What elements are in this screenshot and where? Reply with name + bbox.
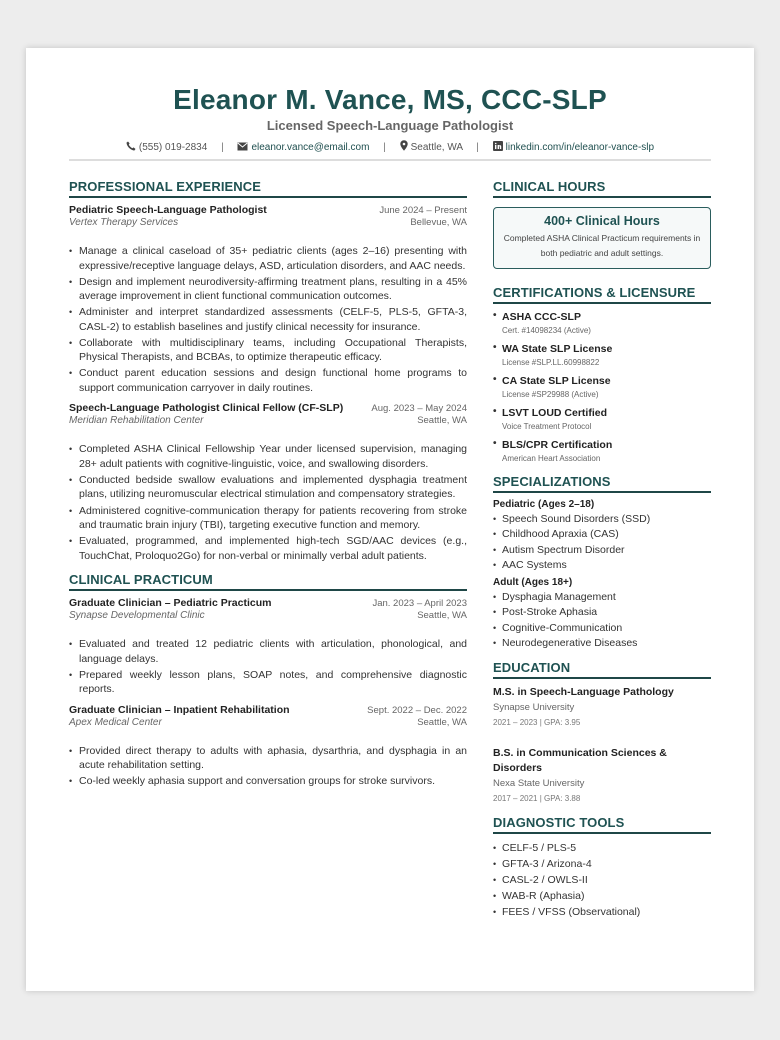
diagnostic-tools-list <box>493 840 711 920</box>
separator: | <box>221 142 224 153</box>
education-school: Nexa State University <box>493 778 585 790</box>
phone-number: (555) 019-2834 <box>138 142 208 153</box>
practicum-entry <box>69 704 467 789</box>
specialization-group-label: Adult (Ages 18+) <box>493 577 573 589</box>
bullet-item: • Provided direct therapy to adults with aphasia, dysarthria, and dysphagia in an acute rehabilitation setting. <box>69 744 467 773</box>
certification-name: • ASHA CCC-SLP <box>502 311 581 323</box>
certification-item <box>493 438 711 466</box>
specialization-item: • Autism Spectrum Disorder <box>493 543 711 558</box>
education-degree: M.S. in Speech-Language Pathology <box>493 686 674 699</box>
job-organization: Apex Medical Center <box>69 716 162 728</box>
specialization-item: • Neurodegenerative Diseases <box>493 636 711 651</box>
job-bullets <box>69 244 467 395</box>
candidate-name: Eleanor M. Vance, MS, CCC-SLP <box>173 84 607 115</box>
bullet-item: • Prepared weekly lesson plans, SOAP notes, and comprehensive diagnostic reports. <box>69 668 467 697</box>
right-column <box>493 179 711 920</box>
job-bullets <box>69 637 467 697</box>
bullet-item: • Collaborate with multidisciplinary teams, including Occupational Therapists, Physical Therapists, and BCBAs, to optimize therapeutic efficacy. <box>69 336 467 365</box>
section-title-hours: CLINICAL HOURS <box>493 179 711 198</box>
education-entry <box>493 685 711 730</box>
separator: | <box>383 142 386 153</box>
envelope-icon <box>237 142 248 153</box>
section-title-practicum: CLINICAL PRACTICUM <box>69 572 467 591</box>
specialization-item: • Cognitive-Communication <box>493 621 711 636</box>
job-location: Seattle, WA <box>417 415 467 427</box>
bullet-item: • Design and implement neurodiversity-affirming treatment plans, resulting in a 45% average improvement in client functional communication outcomes. <box>69 275 467 304</box>
bullet-item: • Completed ASHA Clinical Fellowship Year under licensed supervision, managing 28+ adult patients with cognitive-linguistic, voice, and swallowing disorders. <box>69 442 467 471</box>
section-title-tools: DIAGNOSTIC TOOLS <box>493 815 711 834</box>
certification-item <box>493 310 711 338</box>
job-organization: Meridian Rehabilitation Center <box>69 415 204 427</box>
certification-item <box>493 406 711 434</box>
bullet-item: • Administer and interpret standardized assessments (CELF-5, PLS-5, GFTA-3, CASL-2) to establish baselines and justify clinical necessity for insurance. <box>69 305 467 334</box>
certification-name: • BLS/CPR Certification <box>502 439 613 451</box>
job-organization: Vertex Therapy Services <box>69 217 179 228</box>
education-entry <box>493 746 711 806</box>
bullet-item: • Conducted bedside swallow evaluations and implemented dysphagia treatment plans, utilizing neuromuscular electrical stimulation and compensatory strategies. <box>69 473 467 502</box>
section-title-experience: PROFESSIONAL EXPERIENCE <box>69 179 467 198</box>
specialization-item: • Dysphagia Management <box>493 590 711 605</box>
job-dates: Jan. 2023 – April 2023 <box>372 598 467 610</box>
email-link[interactable]: eleanor.vance@email.com <box>251 142 370 153</box>
bullet-item: • Evaluated and treated 12 pediatric clients with articulation, phonological, and language delays. <box>69 637 467 666</box>
tool-item: • CELF-5 / PLS-5 <box>493 840 711 856</box>
job-location: Bellevue, WA <box>410 217 467 228</box>
tool-item: • FEES / VFSS (Observational) <box>493 904 711 920</box>
certification-item <box>493 374 711 402</box>
separator: | <box>476 142 479 153</box>
phone-icon <box>126 142 136 153</box>
job-title: Speech-Language Pathologist Clinical Fellow (CF-SLP) <box>69 402 344 415</box>
job-dates: June 2024 – Present <box>379 205 467 216</box>
certification-detail: License #SLP.LL.60998822 <box>502 358 600 367</box>
job-title: Pediatric Speech-Language Pathologist <box>69 204 267 216</box>
specialization-item: • Speech Sound Disorders (SSD) <box>493 512 711 527</box>
bullet-item: • Manage a clinical caseload of 35+ pediatric clients (ages 2–16) presenting with expressive/receptive language delays, ASD, articulation disorders, and AAC needs. <box>69 244 467 273</box>
tool-item: • GFTA-3 / Arizona-4 <box>493 856 711 872</box>
tool-item: • WAB-R (Aphasia) <box>493 888 711 904</box>
certification-name: • CA State SLP License <box>502 375 611 387</box>
header-divider <box>69 159 711 161</box>
job-location: Seattle, WA <box>417 610 467 622</box>
linkedin-link[interactable]: linkedin.com/in/eleanor-vance-slp <box>505 142 655 153</box>
certification-detail: Voice Treatment Protocol <box>502 422 592 431</box>
contact-bar <box>26 140 754 153</box>
location: Seattle, WA <box>410 142 463 153</box>
section-title-certifications: CERTIFICATIONS & LICENSURE <box>493 285 711 304</box>
certification-name: • LSVT LOUD Certified <box>502 407 608 419</box>
practicum-entry <box>69 597 467 697</box>
certification-detail: Cert. #14098234 (Active) <box>502 326 591 335</box>
specialization-item: • Childhood Apraxia (CAS) <box>493 527 711 542</box>
resume-page <box>26 48 754 991</box>
linkedin-icon <box>493 142 503 153</box>
map-pin-icon <box>400 142 408 153</box>
certification-list <box>493 310 711 466</box>
certification-detail: License #SP29988 (Active) <box>502 390 599 399</box>
job-title: Graduate Clinician – Pediatric Practicum <box>69 597 272 610</box>
clinical-hours-headline: 400+ Clinical Hours <box>544 214 660 228</box>
clinical-hours-description: Completed ASHA Clinical Practicum requirements in both pediatric and adult settings. <box>503 233 701 258</box>
education-degree: B.S. in Communication Sciences & Disorders <box>493 747 667 775</box>
left-column <box>69 179 467 790</box>
job-title: Graduate Clinician – Inpatient Rehabilitation <box>69 703 290 716</box>
certification-item <box>493 342 711 370</box>
specialization-list <box>493 590 711 651</box>
bullet-item: • Administered cognitive-communication therapy for patients recovering from stroke and traumatic brain injury (TBI), targeting executive function and memory. <box>69 504 467 533</box>
specialization-list <box>493 512 711 573</box>
job-bullets <box>69 744 467 789</box>
job-dates: Aug. 2023 – May 2024 <box>371 403 467 415</box>
job-organization: Synapse Developmental Clinic <box>69 610 205 622</box>
candidate-tagline: Licensed Speech-Language Pathologist <box>266 118 514 133</box>
section-title-specializations: SPECIALIZATIONS <box>493 474 711 493</box>
education-school: Synapse University <box>493 702 575 714</box>
certification-name: • WA State SLP License <box>502 343 613 355</box>
certification-detail: American Heart Association <box>502 454 601 463</box>
clinical-hours-box <box>493 207 711 269</box>
education-meta: 2017 – 2021 | GPA: 3.88 <box>493 794 581 804</box>
specialization-item: • Post-Stroke Aphasia <box>493 605 711 620</box>
tool-item: • CASL-2 / OWLS-II <box>493 872 711 888</box>
job-entry <box>69 204 467 395</box>
education-meta: 2021 – 2023 | GPA: 3.95 <box>493 718 581 728</box>
specialization-item: • AAC Systems <box>493 558 711 573</box>
bullet-item: • Evaluated, programmed, and implemented high-tech SGD/AAC devices (e.g., TouchChat, Proloquo2Go) for non-verbal or minimally verbal adult patients. <box>69 534 467 563</box>
bullet-item: • Co-led weekly aphasia support and conversation groups for stroke survivors. <box>69 774 467 789</box>
job-bullets <box>69 442 467 563</box>
job-location: Seattle, WA <box>417 716 467 728</box>
specialization-group-label: Pediatric (Ages 2–18) <box>493 499 595 510</box>
bullet-item: • Conduct parent education sessions and design functional home programs to support communication carryover in daily routines. <box>69 366 467 395</box>
section-title-education: EDUCATION <box>493 660 711 679</box>
job-dates: Sept. 2022 – Dec. 2022 <box>367 704 467 716</box>
job-entry <box>69 402 467 563</box>
